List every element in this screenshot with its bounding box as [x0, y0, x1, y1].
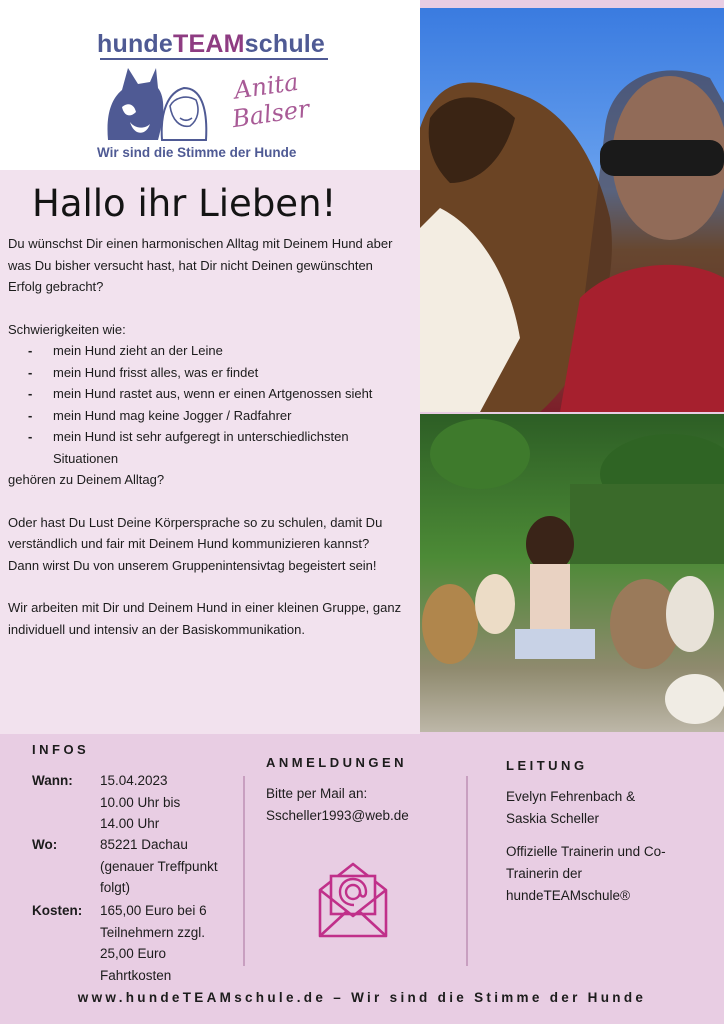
info-row-wann	[32, 770, 225, 834]
difficulties-outro: gehören zu Deinem Alltag?	[8, 472, 165, 487]
enthusiasm-paragraph: Dann wirst Du von unserem Gruppenintensivtag begeistert sein!	[8, 557, 377, 573]
leitung-names: Evelyn Fehrenbach & Saskia Scheller	[506, 789, 636, 826]
body-language-paragraph: Oder hast Du Lust Deine Körpersprache so zu schulen, damit Du verständlich und fair mit Deinem Hund kommunizieren kannst?	[8, 514, 383, 551]
difficulties-intro: Schwierigkeiten wie:	[8, 321, 126, 337]
dog-and-woman-logo-icon	[100, 62, 210, 142]
logo-wordmark: hundeTEAMschule	[97, 30, 326, 58]
intro-paragraph: Du wünschst Dir einen harmonischen Alltag mit Deinem Hund aber was Du bisher versucht hast, hat Dir nicht Deinen gewünschten Erfolg gebracht?	[8, 236, 393, 294]
logo-underline	[100, 58, 328, 60]
info-row-kosten	[32, 900, 225, 986]
logo-area	[0, 0, 420, 170]
anmeldungen-heading: ANMELDUNGEN	[266, 755, 408, 770]
column-divider	[466, 776, 468, 966]
leitung-heading: LEITUNG	[506, 758, 588, 773]
difficulties-list	[8, 340, 408, 469]
info-value: 15.04.2023 10.00 Uhr bis 14.00 Uhr	[100, 773, 181, 831]
anmeldung-instruction: Bitte per Mail an:	[266, 786, 368, 801]
list-item: - mein Hund zieht an der Leine	[28, 343, 223, 358]
info-label: Wann:	[32, 773, 73, 788]
anmeldung-info	[266, 783, 409, 827]
info-row-wo	[32, 834, 225, 900]
list-item: - mein Hund frisst alles, was er findet	[28, 364, 259, 380]
logo-signature: Anita Balser	[230, 67, 312, 134]
leitung-info	[506, 786, 706, 918]
infos-heading: INFOS	[32, 742, 90, 757]
group-of-dogs-photo	[420, 414, 724, 732]
column-divider	[243, 776, 245, 966]
info-value: 85221 Dachau (genauer Treffpunkt folgt)	[100, 837, 218, 895]
info-value: 165,00 Euro bei 6 Teilnehmern zzgl. 25,00 Euro Fahrtkosten	[100, 903, 207, 983]
selfie-with-dog-photo	[420, 8, 724, 412]
infos-table	[32, 770, 225, 986]
info-label: Wo:	[32, 837, 58, 852]
headline: Hallo ihr Lieben!	[32, 182, 337, 225]
mail-envelope-icon	[316, 860, 390, 940]
leitung-role: Offizielle Trainerin und Co-Trainerin der hundeTEAMschule®	[506, 844, 666, 903]
info-label: Kosten:	[32, 903, 83, 918]
intro-body	[8, 233, 408, 640]
list-item: - mein Hund rastet aus, wenn er einen Artgenossen sieht	[28, 386, 373, 401]
list-item: - mein Hund ist sehr aufgeregt in unterschiedlichsten Situationen	[28, 429, 349, 466]
list-item: - mein Hund mag keine Jogger / Radfahrer	[28, 407, 292, 423]
logo-tagline: Wir sind die Stimme der Hunde	[97, 145, 297, 160]
footer-website-slogan[interactable]: www.hundeTEAMschule.de – Wir sind die Stimme der Hunde	[77, 990, 647, 1005]
closing-paragraph: Wir arbeiten mit Dir und Deinem Hund in einer kleinen Gruppe, ganz individuell und intensiv an der Basiskommunikation.	[8, 600, 402, 637]
anmeldung-email[interactable]: Sscheller1993@web.de	[266, 808, 409, 823]
